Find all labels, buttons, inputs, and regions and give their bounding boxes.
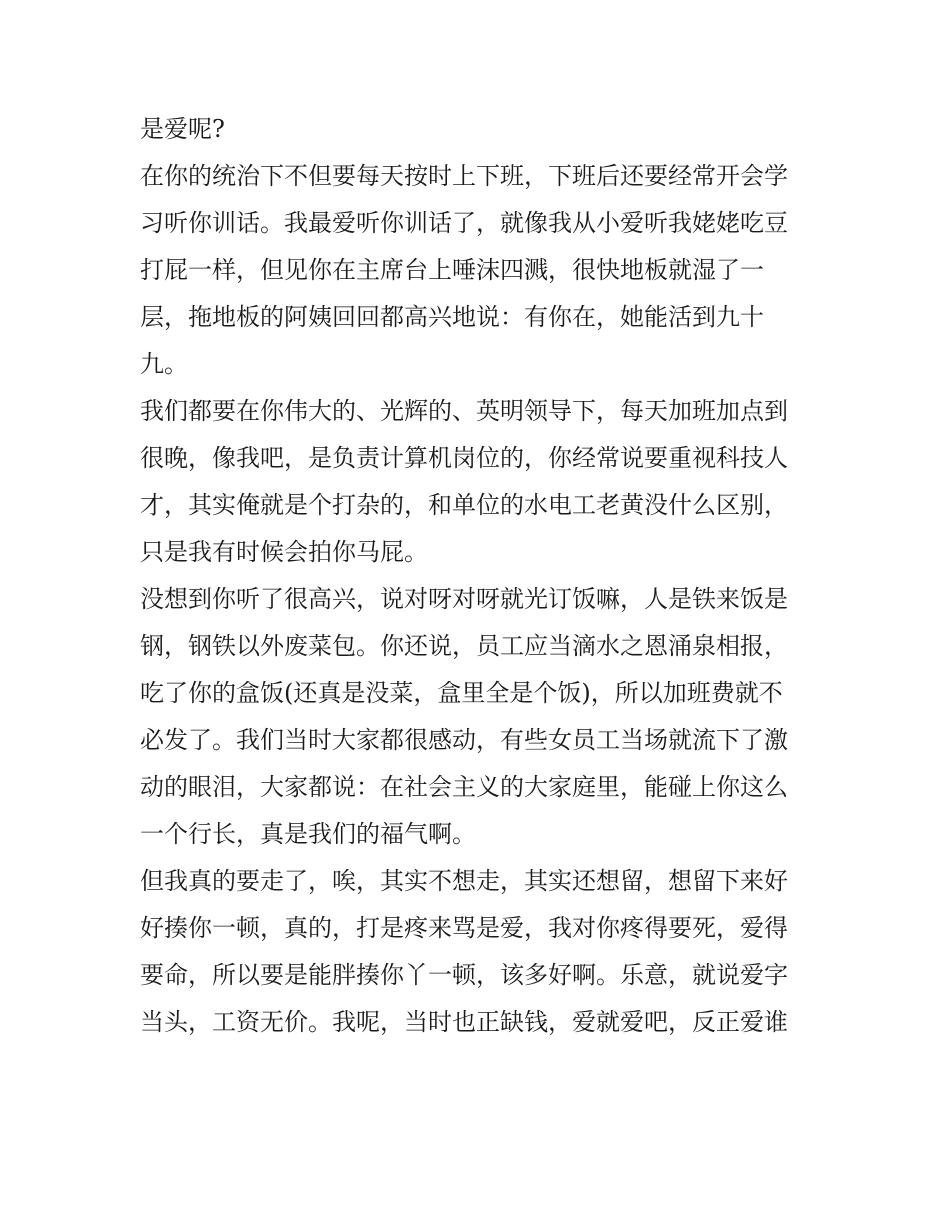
text-line: 吃了你的盒饭(还真是没菜，盒里全是个饭)，所以加班费就不 — [140, 679, 783, 707]
body-text — [140, 106, 820, 1046]
text-line: 但我真的要走了，唉，其实不想走，其实还想留，想留下来好 — [140, 867, 788, 895]
text-line: 好揍你一顿，真的，打是疼来骂是爱，我对你疼得要死，爱得 — [140, 914, 788, 942]
text-line: 必发了。我们当时大家都很感动，有些女员工当场就流下了激 — [140, 726, 788, 754]
text-line: 没想到你听了很高兴，说对呀对呀就光订饭嘛，人是铁来饭是 — [140, 585, 788, 613]
text-line: 在你的统治下不但要每天按时上下班，下班后还要经常开会学 — [140, 162, 788, 190]
text-line: 我们都要在你伟大的、光辉的、英明领导下，每天加班加点到 — [140, 397, 788, 425]
text-line: 要命，所以要是能胖揍你丫一顿，该多好啊。乐意，就说爱字 — [140, 961, 788, 989]
text-line: 当头，工资无价。我呢，当时也正缺钱，爱就爱吧，反正爱谁 — [140, 1008, 788, 1036]
text-line: 是爱呢? — [140, 115, 225, 143]
text-line: 层，拖地板的阿姨回回都高兴地说：有你在，她能活到九十 — [140, 303, 764, 331]
text-line: 动的眼泪，大家都说：在社会主义的大家庭里，能碰上你这么 — [140, 773, 788, 801]
text-line: 习听你训话。我最爱听你训话了，就像我从小爱听我姥姥吃豆 — [140, 209, 788, 237]
text-line: 只是我有时候会拍你马屁。 — [140, 538, 428, 566]
text-line: 才，其实俺就是个打杂的，和单位的水电工老黄没什么区别， — [140, 491, 788, 519]
text-line: 一个行长，真是我们的福气啊。 — [140, 820, 476, 848]
text-line: 很晚，像我吧，是负责计算机岗位的，你经常说要重视科技人 — [140, 444, 788, 472]
text-line: 打屁一样，但见你在主席台上唾沫四溅，很快地板就湿了一 — [140, 256, 764, 284]
text-line: 九。 — [140, 350, 188, 378]
text-line: 钢，钢铁以外废菜包。你还说，员工应当滴水之恩涌泉相报， — [140, 632, 788, 660]
